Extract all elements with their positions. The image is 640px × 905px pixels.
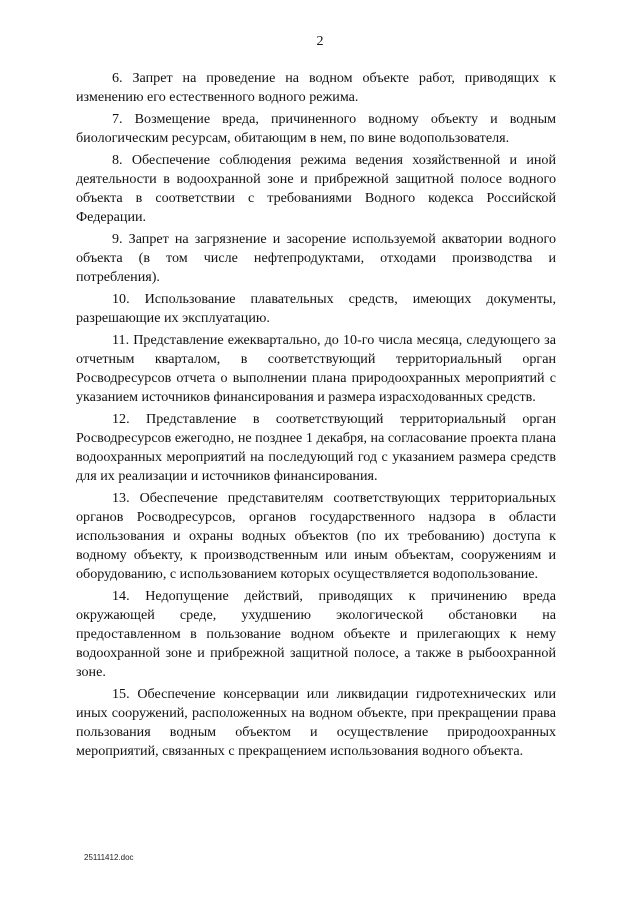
paragraph-item-15: 15. Обеспечение консервации или ликвидации гидротехнических или иных сооружений, расположенных на водном объекте, при прекращении права пользования водным объектом и осуществление природоохранных мероприятий, связанных с прекращением использования водного объекта.	[76, 686, 556, 759]
document-body	[76, 69, 556, 764]
paragraph-item-10: 10. Использование плавательных средств, имеющих документы, разрешающие их эксплуатацию.	[76, 291, 556, 326]
paragraph-item-11: 11. Представление ежеквартально, до 10-го числа месяца, следующего за отчетным кварталом, в соответствующий территориальный орган Росводресурсов отчета о выполнении плана природоохранных мероприятий с указанием источников финансирования и размера израсходованных средств.	[76, 332, 556, 405]
paragraph-item-8: 8. Обеспечение соблюдения режима ведения хозяйственной и иной деятельности в водоохранной зоне и прибрежной защитной полосе водного объекта в соответствии с требованиями Водного кодекса Российской Федерации.	[76, 152, 556, 225]
paragraph-item-12: 12. Представление в соответствующий территориальный орган Росводресурсов ежегодно, не позднее 1 декабря, на согласование проекта плана водоохранных мероприятий на последующий год с указанием размера средств для их реализации и источников финансирования.	[76, 411, 556, 484]
paragraph-item-14: 14. Недопущение действий, приводящих к причинению вреда окружающей среде, ухудшению экологической обстановки на предоставленном в пользование водном объекте и прилегающих к нему водоохранной зоне и прибрежной защитной полосе, а также в рыбоохранной зоне.	[76, 588, 556, 680]
page-number: 2	[316, 34, 324, 49]
paragraph-item-9: 9. Запрет на загрязнение и засорение используемой акватории водного объекта (в том числе нефтепродуктами, отходами производства и потребления).	[76, 231, 556, 285]
paragraph-item-7: 7. Возмещение вреда, причиненного водному объекту и водным биологическим ресурсам, обитающим в нем, по вине водопользователя.	[76, 111, 556, 146]
paragraph-item-6: 6. Запрет на проведение на водном объекте работ, приводящих к изменению его естественного водного режима.	[76, 70, 556, 105]
footer-filename: 25111412.doc	[84, 853, 134, 862]
paragraph-item-13: 13. Обеспечение представителям соответствующих территориальных органов Росводресурсов, органов государственного надзора в области использования и охраны водных объектов (по их требованию) доступа к водному объекту, к производственным или иным объектам, сооружениям и оборудованию, с использованием которых осуществляется водопользование.	[76, 490, 556, 582]
